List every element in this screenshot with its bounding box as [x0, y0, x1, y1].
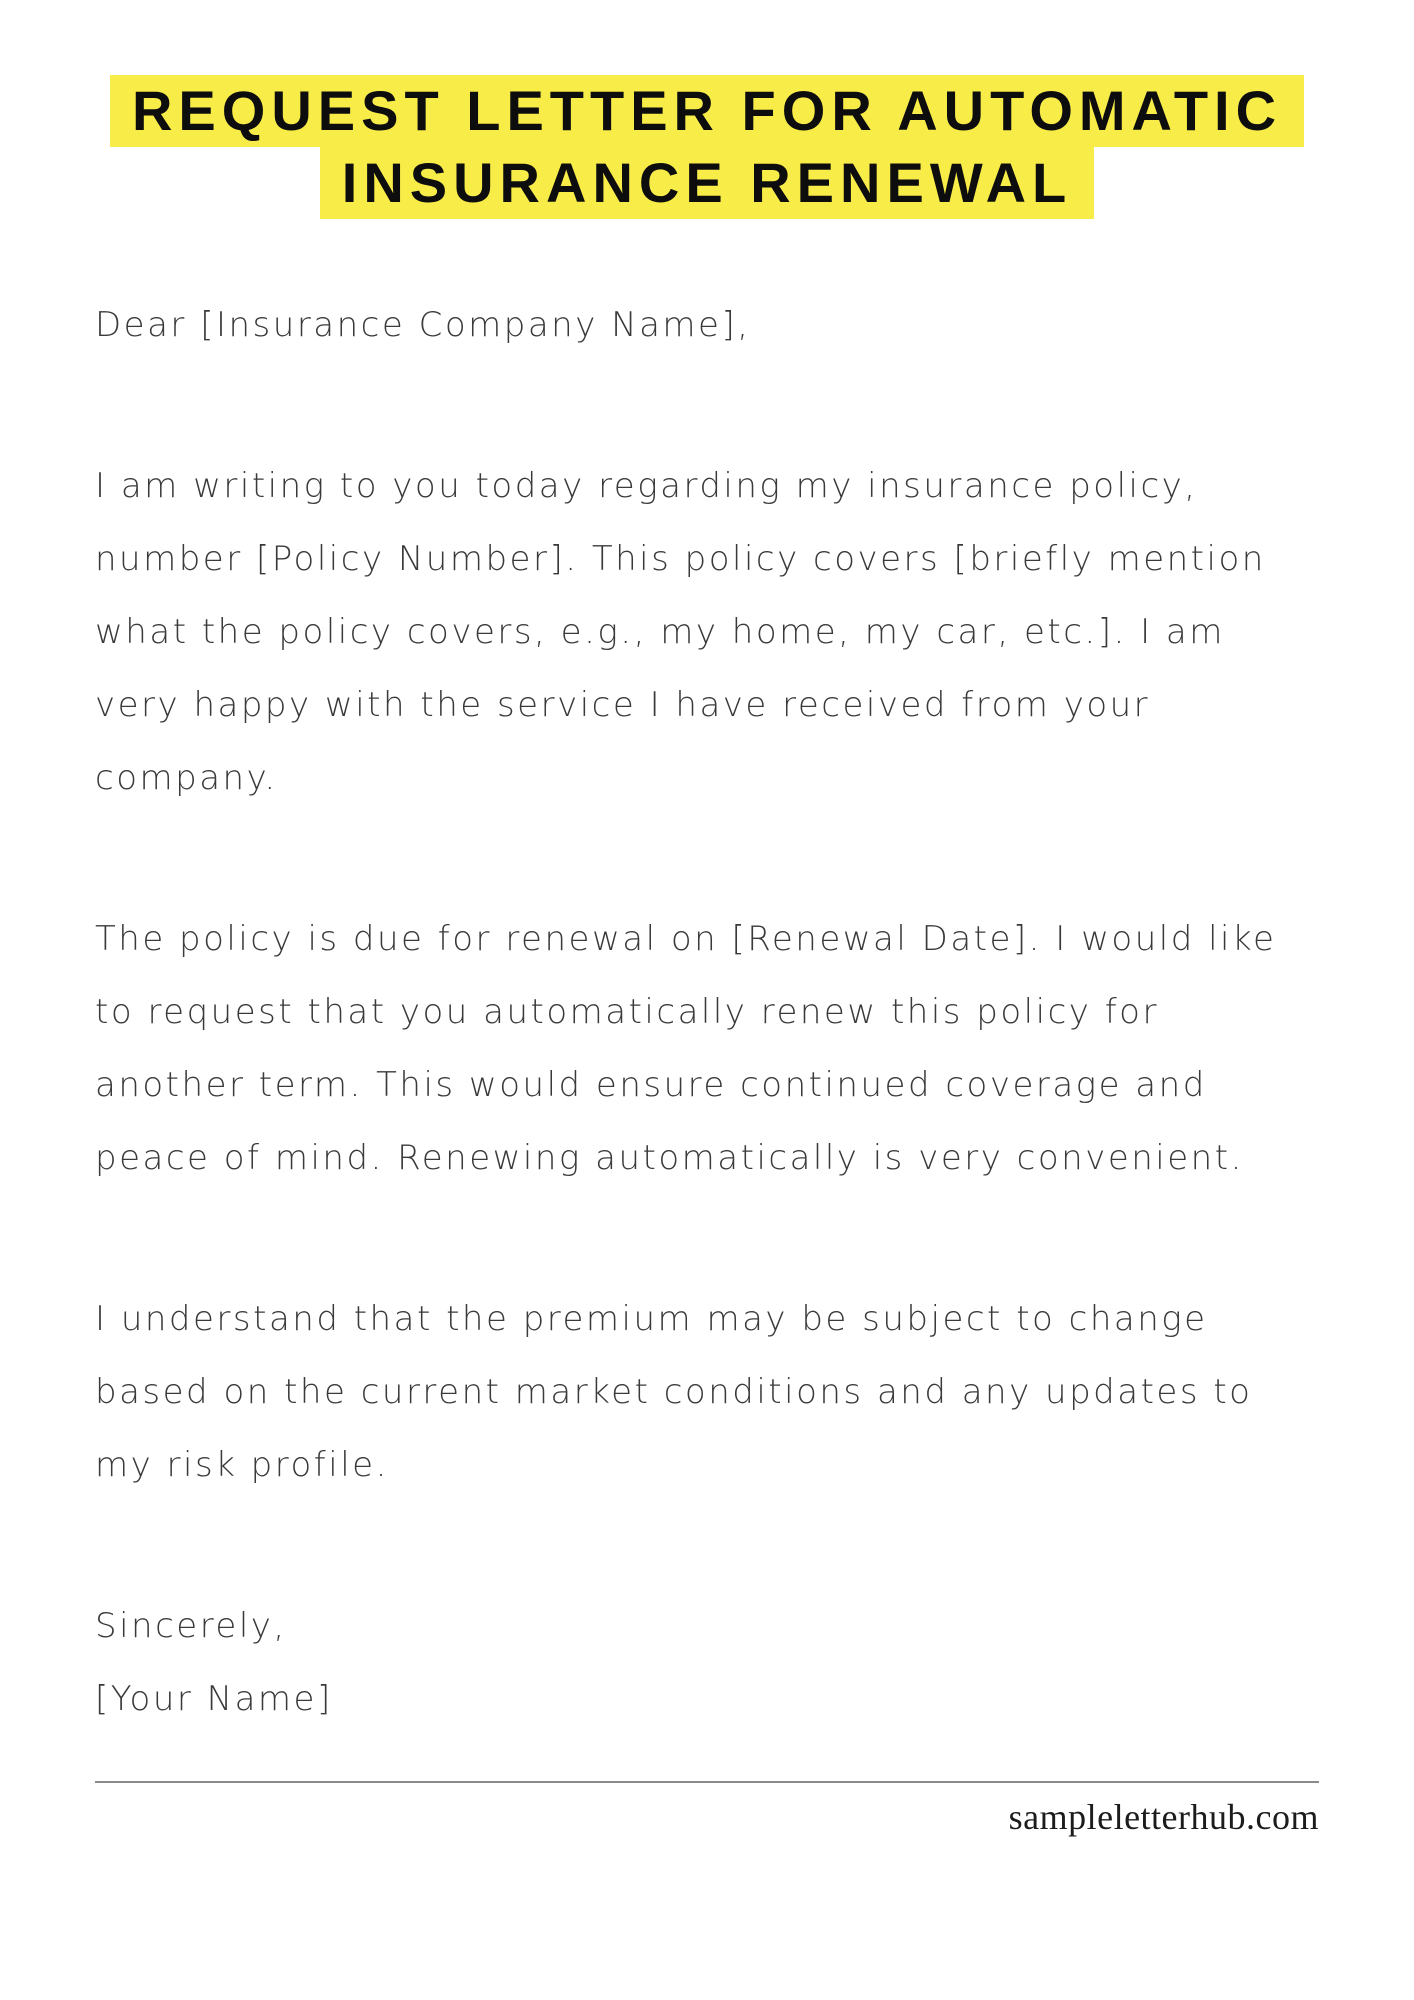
signature-placeholder: [Your Name]: [95, 1679, 333, 1719]
footer-site-name: sampleletterhub.com: [1008, 1797, 1319, 1837]
closing: Sincerely,: [95, 1606, 287, 1646]
paragraph-premium-disclaimer: I understand that the premium may be subject to change based on the current market conditions and any updates to my risk profile.: [95, 1299, 1253, 1485]
paragraph-policy-intro: I am writing to you today regarding my insurance policy, number [Policy Number]. This policy covers [briefly mention what the policy covers, e.g., my home, my car, etc.]. I am very happy with the service I have received from your company.: [95, 466, 1266, 798]
footer-divider: [95, 1781, 1319, 1783]
letter-body: [95, 289, 1319, 1736]
page-footer: [95, 1781, 1319, 1839]
page-title-row-2: [95, 147, 1319, 219]
page-title-row-1: [95, 75, 1319, 147]
page-title: [95, 75, 1319, 219]
paragraph-renewal-request: The policy is due for renewal on [Renewal Date]. I would like to request that you automatically renew this policy for another term. This would ensure continued coverage and peace of mind. Renewing automatically is very convenient.: [95, 919, 1277, 1178]
salutation: Dear [Insurance Company Name],: [95, 305, 751, 345]
page-title-line-1: REQUEST LETTER FOR AUTOMATIC: [110, 75, 1304, 147]
page-title-line-2: INSURANCE RENEWAL: [320, 147, 1094, 219]
